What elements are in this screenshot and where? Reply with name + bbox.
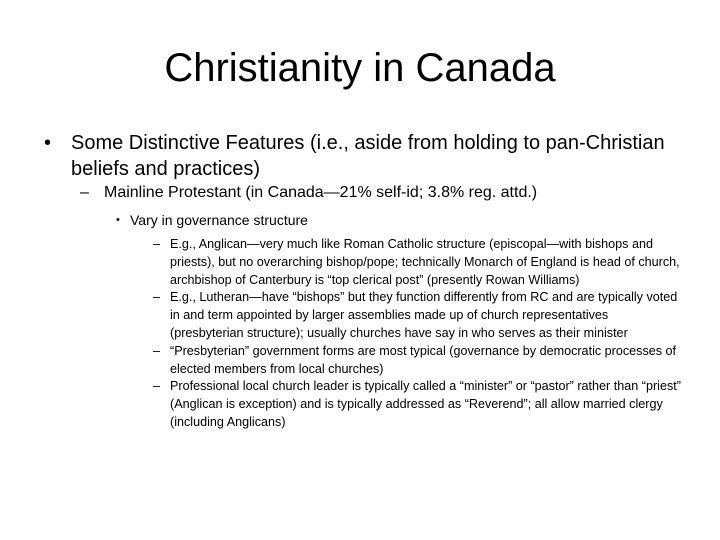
list-item-text: E.g., Anglican—very much like Roman Catholic structure (episcopal—with bishops and priests), but no overarching bishop/pope; technically Monarch of England is head of church, archbishop of Canterbury is “top clerical post” (presently Rowan Williams): [170, 237, 680, 287]
bullet-icon: •: [116, 214, 120, 226]
bullet-icon: •: [44, 132, 52, 154]
list-item-text: Professional local church leader is typically called a “minister” or “pastor” rather than “priest” (Anglican is exception) and is typically addressed as “Reverend”; all allow married clergy (including Anglicans): [170, 379, 681, 429]
slide-title: Christianity in Canada: [164, 46, 556, 90]
dash-icon: –: [153, 343, 161, 358]
list-item-text: E.g., Lutheran—have “bishops” but they function differently from RC and are typically voted in and term appointed by larger assemblies made up of church representatives (presbyterian structure); usually churches have say in who serves as their minister: [170, 290, 678, 340]
dash-icon: –: [153, 290, 161, 305]
bullet-point-level-2: [80, 183, 690, 203]
list-item: [153, 236, 683, 289]
list-item: [153, 343, 683, 379]
bullet-text: Vary in governance structure: [130, 212, 308, 228]
list-item: [153, 289, 683, 342]
bullet-point-level-3: [116, 211, 696, 229]
list-item: [153, 378, 683, 431]
bullet-text: Some Distinctive Features (i.e., aside from holding to pan-Christian beliefs and practices): [71, 132, 665, 180]
bullet-point-level-1: [44, 130, 684, 182]
dash-icon: –: [153, 379, 161, 394]
detail-list: [153, 236, 683, 432]
list-item-text: “Presbyterian” government forms are most typical (governance by democratic processes of elected members from local churches): [170, 343, 677, 376]
bullet-text: Mainline Protestant (in Canada—21% self-id; 3.8% reg. attd.): [104, 184, 538, 201]
dash-icon: –: [80, 184, 89, 201]
dash-icon: –: [153, 237, 161, 251]
